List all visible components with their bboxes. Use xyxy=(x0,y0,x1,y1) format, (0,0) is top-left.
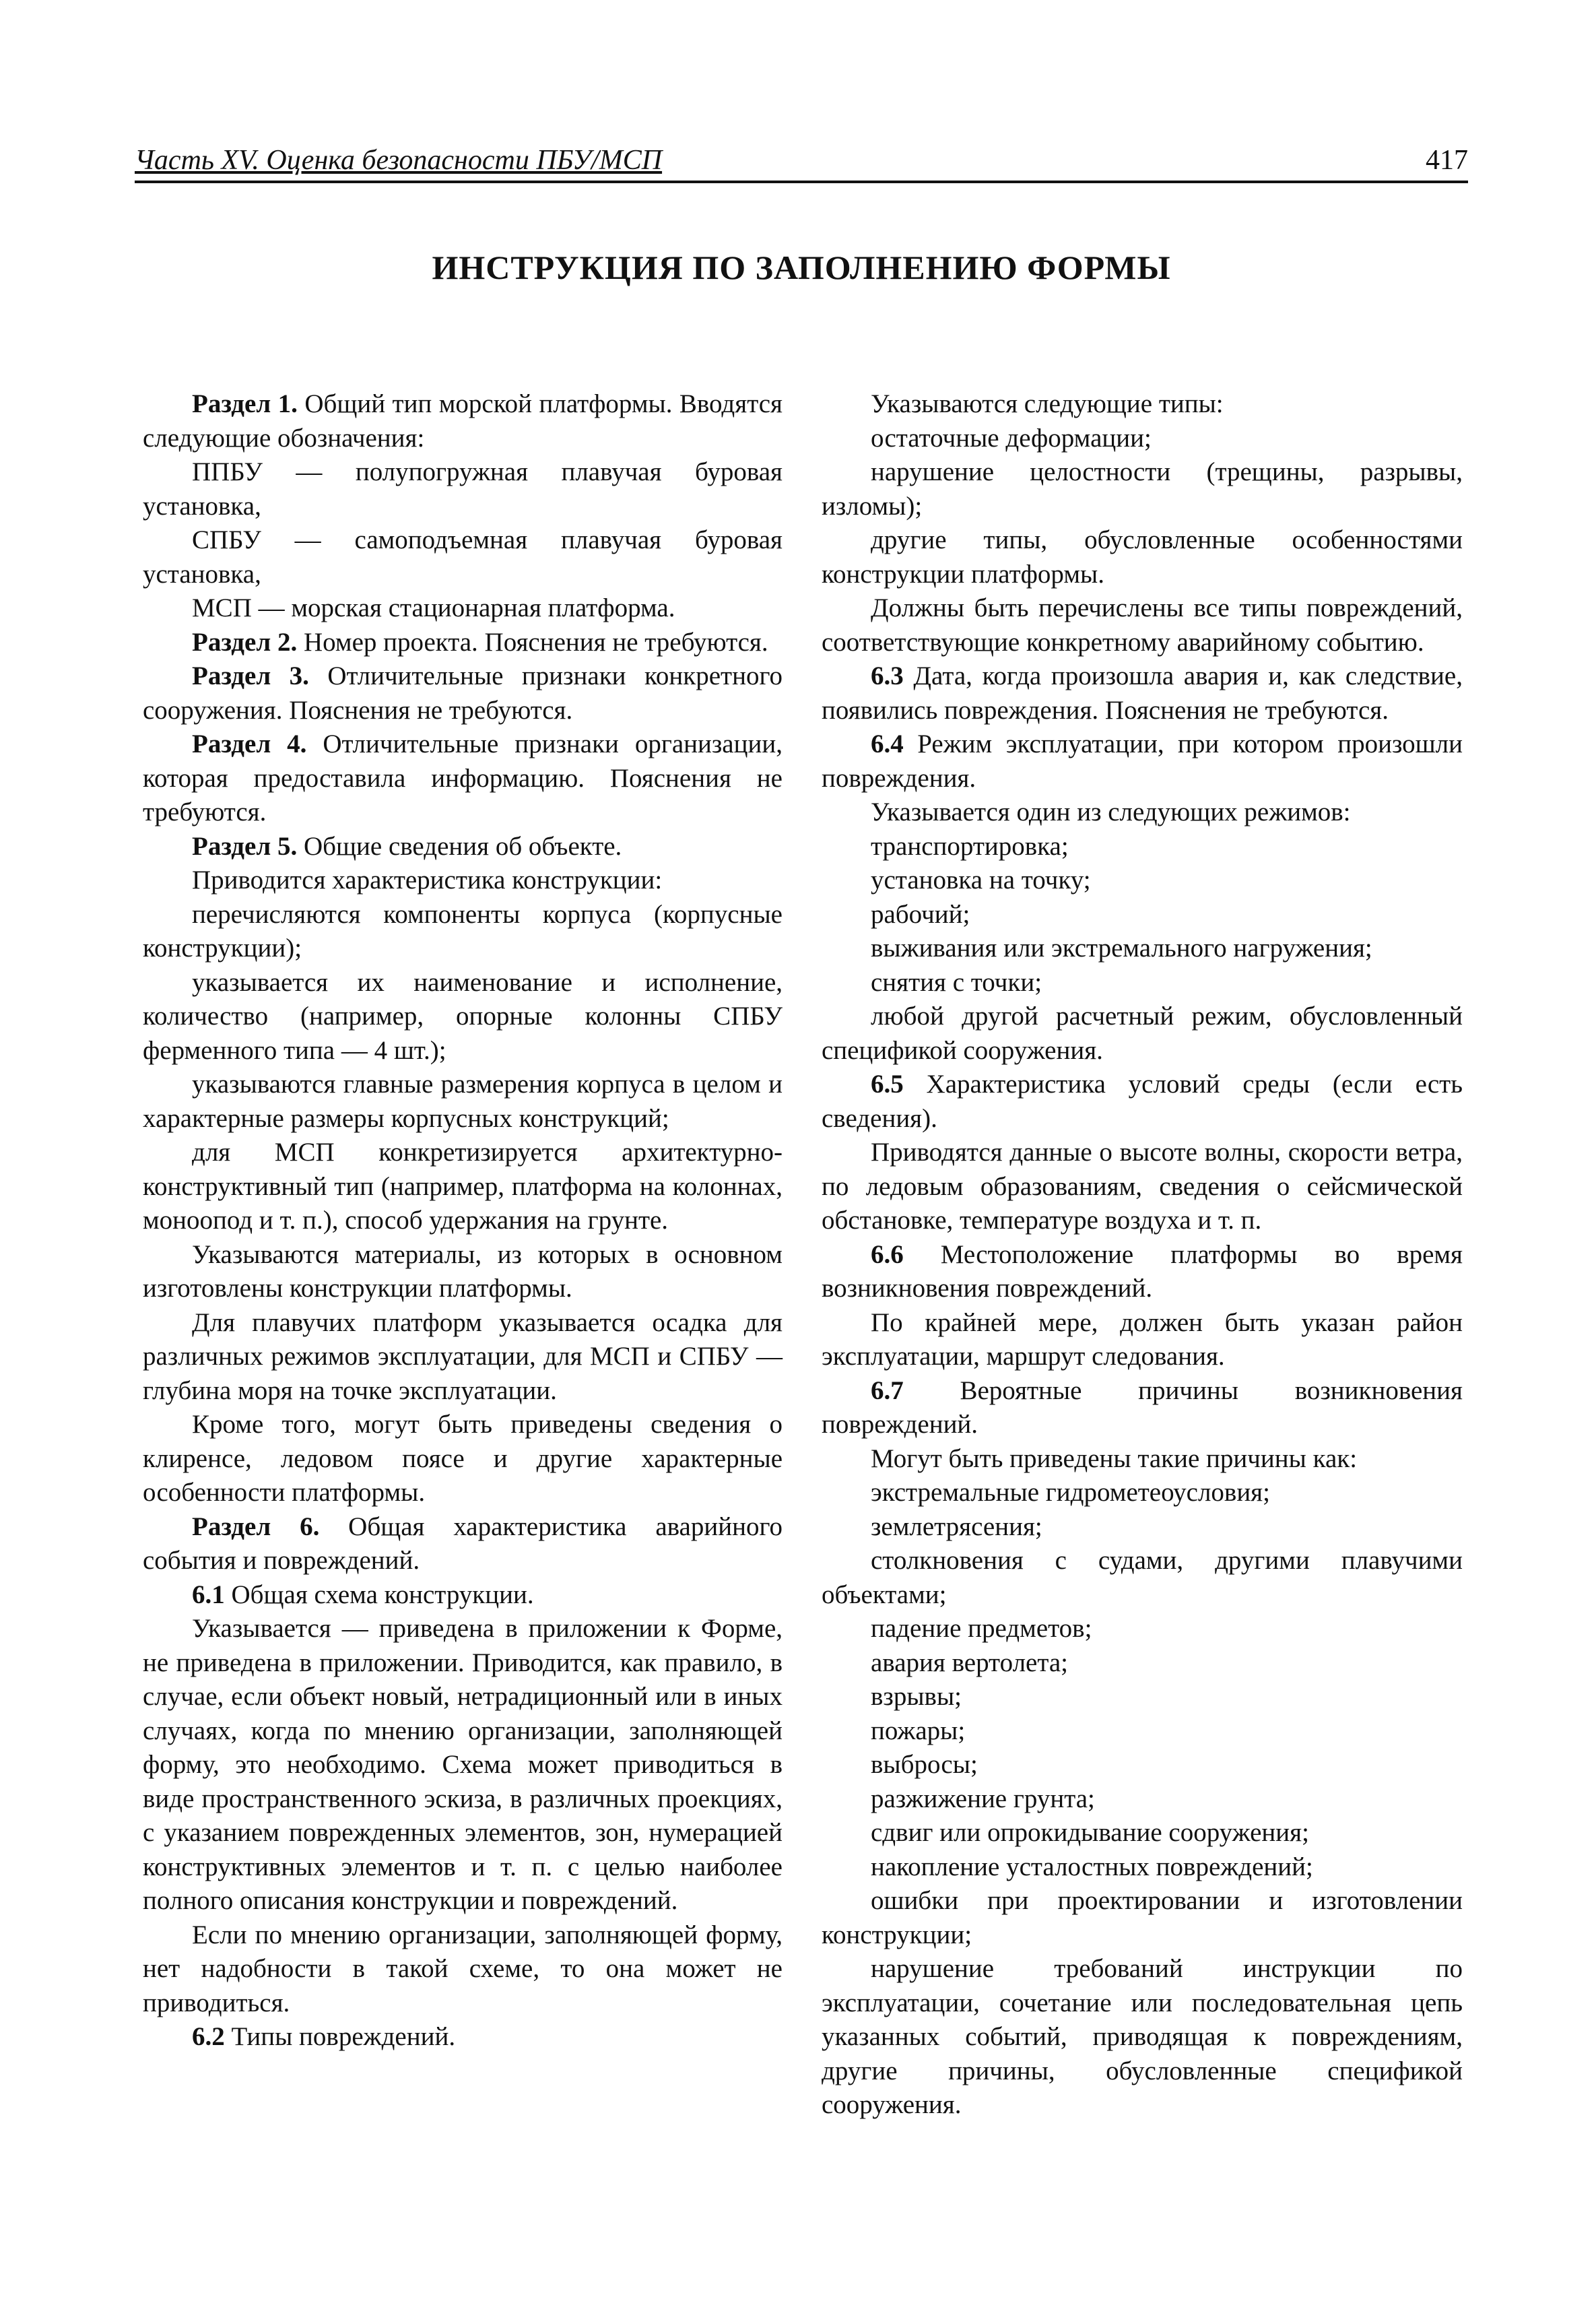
paragraph xyxy=(822,1850,1463,1885)
paragraph-text: рабочий; xyxy=(871,899,970,929)
paragraph-text: Указываются материалы, из которых в основном изготовлены конструкции платформы. xyxy=(143,1239,783,1303)
paragraph xyxy=(143,1612,783,1918)
section-label: 6.3 xyxy=(871,661,904,690)
section-label: 6.5 xyxy=(871,1070,904,1099)
paragraph-text: перечисляются компоненты корпуса (корпусные конструкции); xyxy=(143,899,783,963)
paragraph-text: землетрясения; xyxy=(871,1512,1042,1541)
paragraph xyxy=(822,1612,1463,1646)
section-label: Раздел 2. xyxy=(192,627,298,657)
left-column xyxy=(143,387,783,2054)
paragraph-text: любой другой расчетный режим, обусловленный спецификой сооружения. xyxy=(822,1002,1463,1065)
paragraph xyxy=(143,1068,783,1136)
paragraph-text: выживания или экстремального нагружения; xyxy=(871,934,1372,963)
paragraph-text: Могут быть приведены такие причины как: xyxy=(871,1444,1358,1473)
paragraph-text: транспортировка; xyxy=(871,831,1069,861)
section-label: Раздел 6. xyxy=(192,1512,320,1541)
paragraph-text: сдвиг или опрокидывание сооружения; xyxy=(871,1818,1309,1847)
section-label: Раздел 3. xyxy=(192,661,309,690)
paragraph-text: указываются главные размерения корпуса в целом и характерные размеры корпусных конструкций; xyxy=(143,1070,783,1133)
paragraph xyxy=(822,1646,1463,1681)
right-column xyxy=(822,387,1463,2122)
paragraph xyxy=(822,1952,1463,2122)
paragraph xyxy=(822,727,1463,796)
paragraph-text: МСП — морская стационарная платформа. xyxy=(192,593,675,622)
paragraph-text: столкновения с судами, другими плавучими объектами; xyxy=(822,1546,1463,1609)
paragraph xyxy=(822,422,1463,456)
paragraph-text: ППБУ — полупогружная плавучая буровая установка, xyxy=(143,457,783,521)
paragraph xyxy=(822,932,1463,966)
paragraph-text: снятия с точки; xyxy=(871,967,1042,997)
paragraph xyxy=(822,966,1463,1000)
section-label: 6.6 xyxy=(871,1239,904,1269)
paragraph-text: Если по мнению организации, заполняющей форму, нет надобности в такой схеме, то она может не приводиться. xyxy=(143,1920,783,2017)
paragraph-text: разжижение грунта; xyxy=(871,1784,1095,1813)
paragraph-text: падение предметов; xyxy=(871,1614,1092,1643)
paragraph-text: Отличительные признаки конкретного сооружения. Пояснения не требуются. xyxy=(143,661,783,725)
section-label: 6.2 xyxy=(192,2022,225,2051)
paragraph-text: Местоположение платформы во время возникновения повреждений. xyxy=(822,1239,1463,1303)
paragraph-text: остаточные деформации; xyxy=(871,423,1152,453)
paragraph xyxy=(822,898,1463,932)
paragraph xyxy=(143,1306,783,1408)
paragraph-text: Указывается один из следующих режимов: xyxy=(871,798,1351,827)
paragraph xyxy=(143,966,783,1068)
paragraph-text: авария вертолета; xyxy=(871,1648,1069,1677)
paragraph xyxy=(143,830,783,864)
paragraph xyxy=(822,1714,1463,1749)
paragraph-text: нарушение требований инструкции по эксплуатации, сочетание или последовательная цепь указанных событий, приводящая к повреждениям, другие причины, обусловленные спецификой сооружения. xyxy=(822,1954,1463,2119)
paragraph xyxy=(143,1238,783,1306)
section-label: 6.7 xyxy=(871,1375,904,1405)
paragraph xyxy=(822,1782,1463,1817)
paragraph-text: другие типы, обусловленные особенностями конструкции платформы. xyxy=(822,525,1463,589)
paragraph xyxy=(143,1578,783,1613)
paragraph xyxy=(143,864,783,898)
paragraph xyxy=(822,387,1463,422)
paragraph-text: Общая характеристика аварийного события и повреждений. xyxy=(143,1512,783,1575)
paragraph xyxy=(143,659,783,727)
paragraph-text: Режим эксплуатации, при котором произошли повреждения. xyxy=(822,730,1463,793)
section-label: Раздел 1. xyxy=(192,389,298,418)
paragraph xyxy=(143,1408,783,1510)
paragraph xyxy=(822,1816,1463,1850)
paragraph-text: Приводится характеристика конструкции: xyxy=(192,866,663,895)
running-head: Часть XV. Оценка безопасности ПБУ/МСП xyxy=(135,145,663,176)
paragraph xyxy=(822,591,1463,659)
paragraph-text: Для плавучих платформ указывается осадка для различных режимов эксплуатации, для МСП и СПБУ — глубина моря на точке эксплуатации. xyxy=(143,1307,783,1405)
paragraph xyxy=(822,1306,1463,1374)
paragraph-text: Общие сведения об объекте. xyxy=(297,831,622,861)
paragraph-text: Кроме того, могут быть приведены сведения о клиренсе, ледовом поясе и другие характерные особенности платформы. xyxy=(143,1410,783,1507)
paragraph-text: Указываются следующие типы: xyxy=(871,389,1224,418)
section-label: 6.1 xyxy=(192,1580,225,1609)
paragraph-text: накопление усталостных повреждений; xyxy=(871,1852,1313,1881)
paragraph xyxy=(822,1442,1463,1477)
paragraph-text: Общий тип морской платформы. Вводятся следующие обозначения: xyxy=(143,389,783,453)
paragraph-text: для МСП конкретизируется архитектурно-конструктивный тип (например, платформа на колоннах, моноопод и т. п.), способ удержания на грунте. xyxy=(143,1138,783,1235)
paragraph-text: указывается их наименование и исполнение, количество (например, опорные колонны СПБУ ферменного типа — 4 шт.); xyxy=(143,967,783,1065)
page-number: 417 xyxy=(1426,145,1468,176)
paragraph-text: Вероятные причины возникновения повреждений. xyxy=(822,1375,1463,1439)
paragraph xyxy=(822,1068,1463,1136)
paragraph-text: Указывается — приведена в приложении к Форме, не приведена в приложении. Приводится, как правило, в случае, если объект новый, нетрадиционный или в иных случаях, когда по мнению организации, заполняющей форму, это необходимо. Схема может приводиться в виде пространственного эскиза, в различных проекциях, с указанием поврежденных элементов, зон, нумерацией конструктивных элементов и т. п. с целью наиболее полного описания конструкции и повреждений. xyxy=(143,1614,783,1915)
paragraph xyxy=(143,1136,783,1238)
paragraph xyxy=(822,830,1463,864)
paragraph-text: Должны быть перечислены все типы повреждений, соответствующие конкретному аварийному событию. xyxy=(822,593,1463,657)
paragraph xyxy=(822,1000,1463,1068)
paragraph xyxy=(822,864,1463,898)
paragraph-text: Типы повреждений. xyxy=(224,2022,456,2051)
paragraph-text: Дата, когда произошла авария и, как следствие, появились повреждения. Пояснения не требуются. xyxy=(822,661,1463,725)
paragraph xyxy=(822,455,1463,523)
paragraph-text: установка на точку; xyxy=(871,866,1091,895)
paragraph-text: экстремальные гидрометеоусловия; xyxy=(871,1478,1270,1507)
paragraph xyxy=(143,2020,783,2054)
paragraph-text: Приводятся данные о высоте волны, скорости ветра, по ледовым образованиям, сведения о сейсмической обстановке, температуре воздуха и т. п. xyxy=(822,1138,1463,1235)
page-header xyxy=(135,140,1468,183)
paragraph xyxy=(822,1238,1463,1306)
paragraph-text: Номер проекта. Пояснения не требуются. xyxy=(297,627,768,657)
paragraph-text: пожары; xyxy=(871,1716,966,1745)
paragraph xyxy=(143,455,783,523)
paragraph xyxy=(822,1510,1463,1545)
paragraph xyxy=(822,659,1463,727)
paragraph xyxy=(822,1374,1463,1442)
section-label: Раздел 5. xyxy=(192,831,298,861)
paragraph xyxy=(143,591,783,626)
paragraph-text: СПБУ — самоподъемная плавучая буровая установка, xyxy=(143,525,783,589)
paragraph xyxy=(143,898,783,966)
paragraph xyxy=(822,523,1463,591)
paragraph xyxy=(143,523,783,591)
paragraph-text: ошибки при проектировании и изготовлении конструкции; xyxy=(822,1886,1463,1949)
paragraph-text: По крайней мере, должен быть указан район эксплуатации, маршрут следования. xyxy=(822,1307,1463,1371)
paragraph-text: Отличительные признаки организации, которая предоставила информацию. Пояснения не требуются. xyxy=(143,730,783,827)
paragraph xyxy=(143,727,783,830)
paragraph xyxy=(143,626,783,660)
paragraph xyxy=(143,1510,783,1578)
paragraph-text: Общая схема конструкции. xyxy=(224,1580,534,1609)
paragraph xyxy=(822,1680,1463,1714)
paragraph xyxy=(822,1884,1463,1952)
paragraph xyxy=(822,796,1463,830)
paragraph-text: выбросы; xyxy=(871,1750,978,1779)
paragraph xyxy=(143,1918,783,2021)
paragraph xyxy=(822,1544,1463,1612)
paragraph xyxy=(822,1476,1463,1510)
paragraph-text: Характеристика условий среды (если есть сведения). xyxy=(822,1070,1463,1133)
paragraph-text: нарушение целостности (трещины, разрывы, изломы); xyxy=(822,457,1463,521)
section-label: Раздел 4. xyxy=(192,730,307,758)
section-label: 6.4 xyxy=(871,730,904,758)
paragraph xyxy=(822,1136,1463,1238)
page-title: ИНСТРУКЦИЯ ПО ЗАПОЛНЕНИЮ ФОРМЫ xyxy=(432,249,1171,286)
paragraph xyxy=(143,387,783,455)
paragraph xyxy=(822,1748,1463,1782)
paragraph-text: взрывы; xyxy=(871,1682,962,1711)
